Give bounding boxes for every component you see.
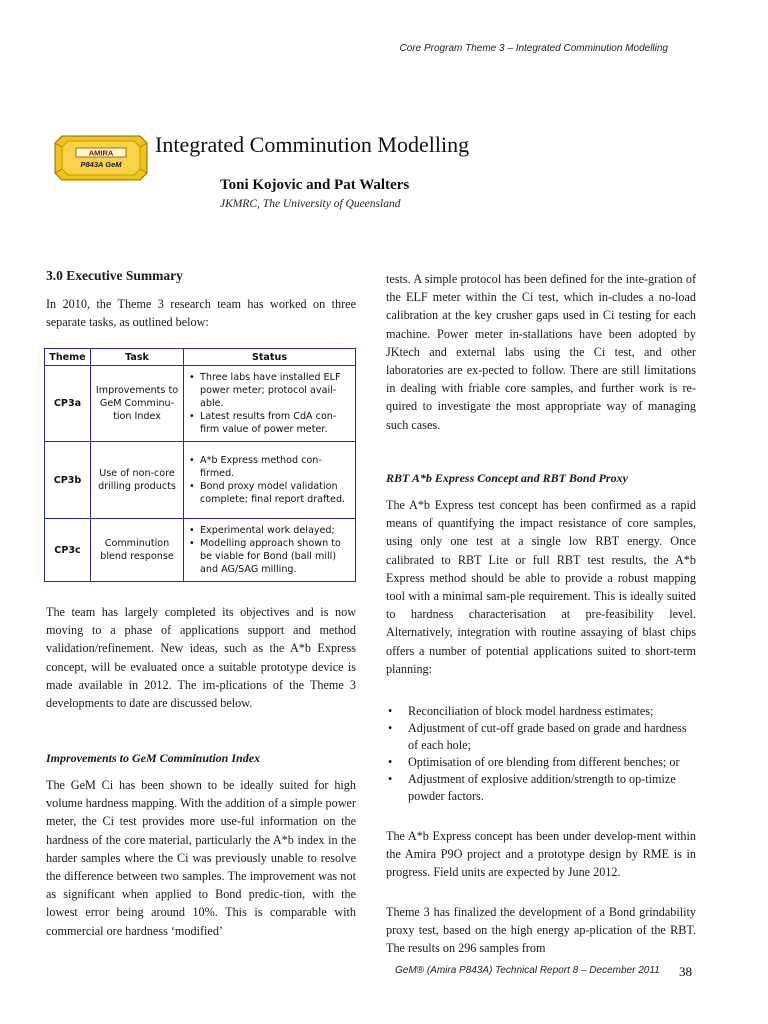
table-header-row (45, 349, 356, 366)
logo-line2: P843A GeM (80, 160, 122, 169)
article-authors: Toni Kojovic and Pat Walters (220, 177, 410, 193)
right-paragraph-1: tests. A simple protocol has been defined for the inte-gration of the ELF meter within the Ci test, which in-cludes a no-load calibration at the key crusher gaps used in Ci testing for each machine. Power meter in-stallations have been adopted by JKtech and external labs using the Ci test, and other laboratories are ex-pected to follow. There are still limitations in dealing with friable core samples, and further work is re-quired to investigate the most appropriate way of managing such cases. (386, 272, 696, 432)
table-cell-task: Comminution blend response (91, 519, 184, 582)
section-heading: 3.0 Executive Summary (46, 268, 183, 283)
status-item: • A*b Express method con-firmed. (188, 454, 351, 480)
status-item: • Latest results from CdA con-firm value of power meter. (188, 410, 351, 436)
table-header-task: Task (91, 349, 184, 366)
list-item: • Reconciliation of block model hardness estimates; (386, 703, 696, 720)
article-affiliation: JKMRC, The University of Queensland (220, 198, 401, 210)
status-item: • Bond proxy model validation complete; final report drafted. (188, 480, 351, 506)
rbt-paragraph: The A*b Express test concept has been confirmed as a rapid means of quantifying the impact resistance of core samples, using only one test at a single low RBT energy. Once calibrated to RBT Lite or full RBT test results, the A*b Express method should be able to provide a robust mapping tool with a minimal sam-ple requirement. This is ideally suited to hardness characterisation at pre-feasibility level. Alternatively, integration with routine assaying of blast chips offers a number of potential applications suited to short-term planning: (386, 498, 696, 676)
status-item: • Modelling approach shown to be viable for Bond (ball mill) and AG/SAG milling. (188, 537, 351, 576)
table-cell-status (184, 519, 356, 582)
table-cell-task: Use of non-core drilling products (91, 442, 184, 519)
summary-paragraph: The team has largely completed its objectives and is now moving to a phase of applications support and method validation/refinement. New ideas, such as the A*b Express concept, will be evaluated once a suitable prototype device is made available in 2012. The im-plications of the Theme 3 developments to date are discussed below. (46, 605, 356, 711)
table-cell-status (184, 442, 356, 519)
status-item: • Three labs have installed ELF power meter; protocol avail-able. (188, 371, 351, 410)
subheading-rbt: RBT A*b Express Concept and RBT Bond Proxy (386, 471, 628, 485)
list-item: • Adjustment of explosive addition/strength to op-timize powder factors. (386, 771, 696, 805)
table-cell-theme: CP3a (45, 366, 91, 442)
article-title: Integrated Comminution Modelling (155, 132, 470, 157)
page-number: 38 (679, 964, 692, 979)
gem-ci-paragraph: The GeM Ci has been shown to be ideally suited for high volume hardness mapping. With the addition of a simple power meter, the Ci test provides more use-ful information on the hardness of the core material, particularly the A*b index in the harder samples where the Ci was previously unable to resolve the difference between two samples. The improvement was not as significant when applied to Bond predic-tion, with the lowest error being around 10%. This is comparable with commercial ore hardness ‘modified’ (46, 778, 356, 938)
amira-logo (54, 135, 148, 181)
list-item: • Adjustment of cut-off grade based on grade and hardness of each hole; (386, 720, 696, 754)
table-row (45, 519, 356, 582)
table-cell-task: Improvements to GeM Comminu-tion Index (91, 366, 184, 442)
table-header-status: Status (184, 349, 356, 366)
table-row (45, 366, 356, 442)
table-header-theme: Theme (45, 349, 91, 366)
amira-paragraph: The A*b Express concept has been under develop-ment within the Amira P9O project and a prototype design by RME is in progress. Field units are expected by June 2012. (386, 829, 696, 880)
subheading-gem-ci: Improvements to GeM Comminution Index (46, 751, 261, 765)
table-cell-theme: CP3b (45, 442, 91, 519)
running-header: Core Program Theme 3 – Integrated Comminution Modelling (399, 43, 668, 54)
table-cell-status (184, 366, 356, 442)
theme-task-table (44, 348, 356, 582)
applications-list (386, 703, 696, 805)
table-cell-theme: CP3c (45, 519, 91, 582)
bond-paragraph: Theme 3 has finalized the development of a Bond grindability proxy test, based on the high energy ap-plication of the RBT. The results on 296 samples from (386, 905, 696, 956)
list-item: • Optimisation of ore blending from different benches; or (386, 754, 696, 771)
logo-line1: AMIRA (88, 148, 114, 158)
status-item: • Experimental work delayed; (188, 524, 351, 537)
table-row (45, 442, 356, 519)
summary-intro: In 2010, the Theme 3 research team has worked on three separate tasks, as outlined below: (46, 297, 356, 330)
footer-report-title: GeM® (Amira P843A) Technical Report 8 – December 2011 (395, 965, 660, 976)
